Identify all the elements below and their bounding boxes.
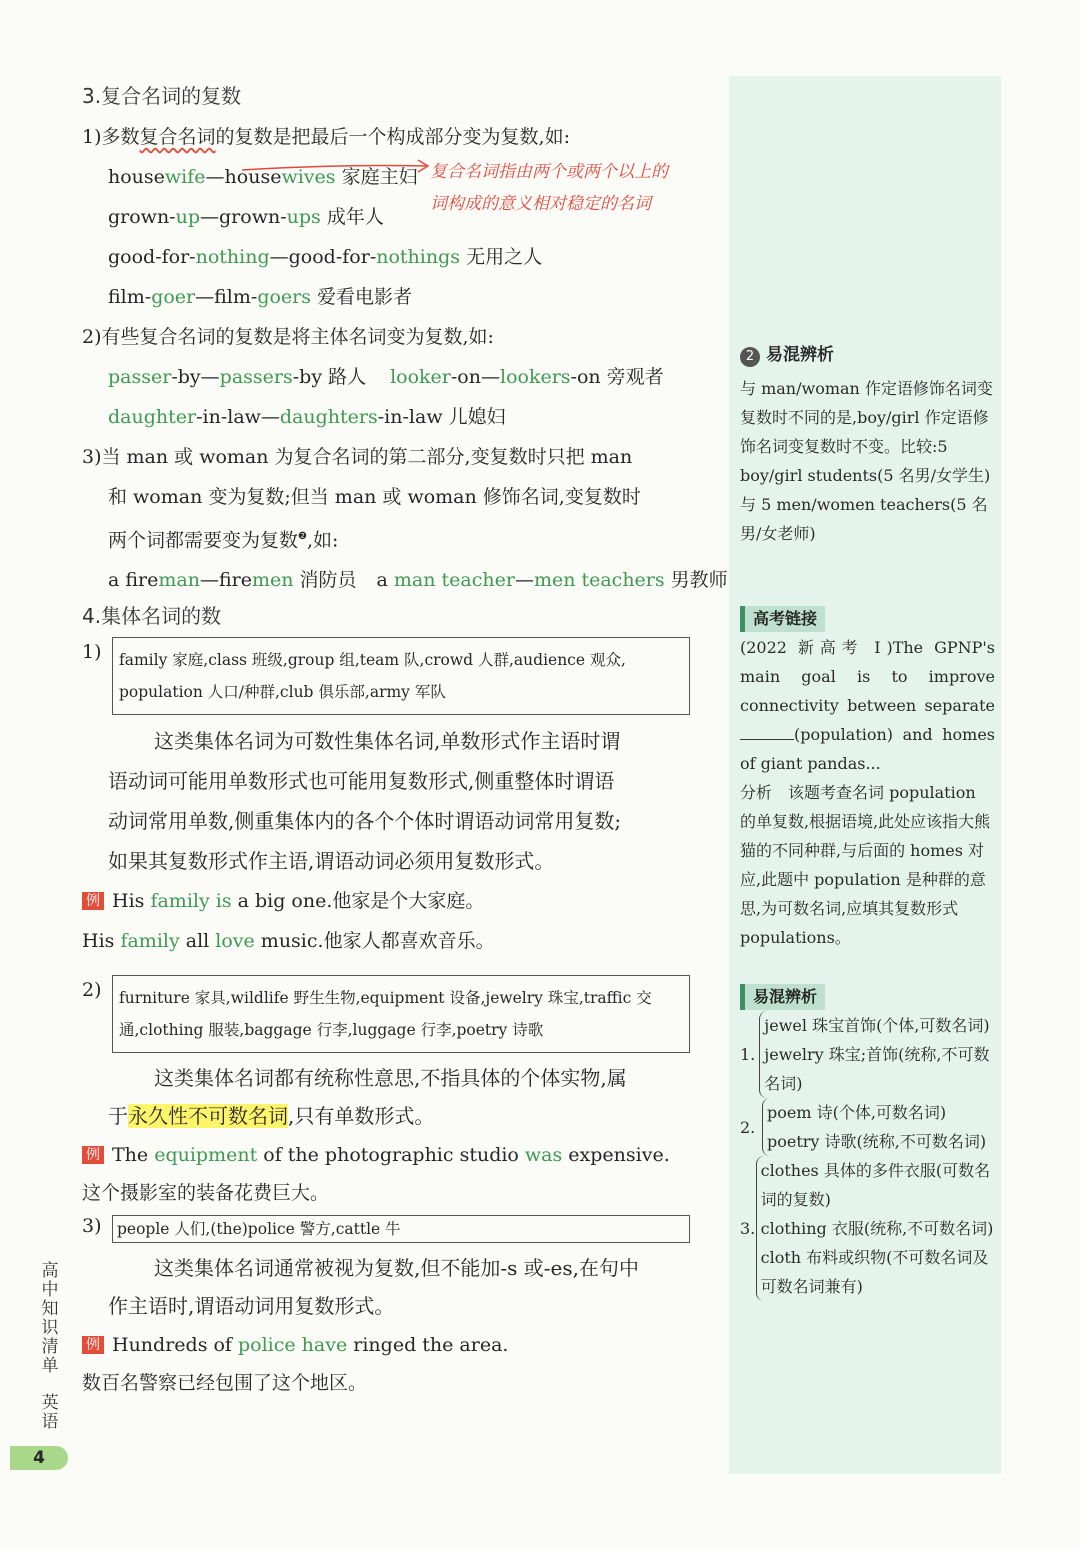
example-film-goer: film-goer—film-goers 爱看电影者 xyxy=(108,286,413,308)
handwritten-note: 复合名词指由两个或两个以上的 词构成的意义相对稳定的名词 xyxy=(430,162,668,214)
number-badge: 2 xyxy=(740,347,760,367)
highlighted-term: 永久性不可数名词 xyxy=(128,1104,288,1129)
example-translation-3: 这个摄影室的装备花费巨大。 xyxy=(82,1182,330,1205)
word-box-3: people 人们,(the)police 警方,cattle 牛 xyxy=(112,1215,690,1243)
rule-1: 1)多数复合名词的复数是把最后一个构成部分变为复数,如: xyxy=(82,126,570,148)
example-label-icon: 例 xyxy=(82,1146,104,1164)
rule-2: 2)有些复合名词的复数是将主体名词变为复数,如: xyxy=(82,326,494,348)
example-label-icon: 例 xyxy=(82,1336,104,1354)
section-4-title: 4.集体名词的数 xyxy=(82,604,222,629)
compound-noun-term: 复合名词 xyxy=(139,126,216,148)
group-3: 3) people 人们,(the)police 警方,cattle 牛 xyxy=(82,1215,707,1243)
confusion-group-2: 2. poem 诗(个体,可数名词) poetry 诗歌(统称,不可数名词) xyxy=(740,1098,995,1156)
example-sentence-2: His family all love music.他家人都喜欢音乐。 xyxy=(82,930,495,953)
confusion-text-1: 与 man/woman 作定语修饰名词变复数时不同的是,boy/girl 作定语修饰名词变复数时不变。比较:5 boy/girl students(5 名男/女学生)与 5 men/women teachers(5 名男/女老师) xyxy=(740,379,993,543)
example-sentence-4: 例 Hundreds of police have ringed the area. xyxy=(82,1325,707,1365)
rule-3-line-1: 3)当 man 或 woman 为复合名词的第二部分,变复数时只把 man xyxy=(82,446,633,468)
exam-link-title: 高考链接 xyxy=(740,606,825,632)
word-box-1: family 家庭,class 班级,group 组,team 队,crowd 人群,audience 观众, population 人口/种群,club 俱乐部,army 军队 xyxy=(112,637,690,715)
example-label-icon: 例 xyxy=(82,892,104,910)
explanation-1: 这类集体名词为可数性集体名词,单数形式作主语时谓 语动词可能用单数形式也可能用复数形式,侧重整体时谓语 动词常用单数,侧重集体内的各个个体时谓语动词常用复数; 如果其复数形式作主语,谓语动词必须用复数形式。 xyxy=(108,729,622,874)
example-sentence-1: 例 His family is a big one.他家是个大家庭。 xyxy=(82,881,707,921)
example-fireman: a fireman—firemen 消防员 a man teacher—men teachers 男教师 xyxy=(108,569,728,592)
sidebar xyxy=(740,340,995,1301)
page-number: 4 xyxy=(10,1446,68,1470)
section-3-title: 3.复合名词的复数 xyxy=(82,84,242,108)
example-translation-4: 数百名警察已经包围了这个地区。 xyxy=(82,1372,368,1395)
exam-analysis: 分析 该题考查名词 population 的单复数,根据语境,此处应该指大熊猫的不同种群,与后面的 homes 对应,此题中 population 是种群的意思,为可数名词,应填其复数形式 populations。 xyxy=(740,783,991,947)
example-grown-up: grown-up—grown-ups 成年人 xyxy=(108,206,384,228)
exam-question: (2022 新高考 Ⅰ)The GPNP's main goal is to improve connectivity between separate (population) and homes of giant pandas... xyxy=(740,638,995,773)
group-2: 2) furniture 家具,wildlife 野生生物,equipment 设备,jewelry 珠宝,traffic 交 通,clothing 服装,baggage 行李,luggage 行李,poetry 诗歌 xyxy=(82,975,707,1053)
example-good-for-nothing: good-for-nothing—good-for-nothings 无用之人 xyxy=(108,246,543,268)
rule-3-line-2: 和 woman 变为复数;但当 man 或 woman 修饰名词,变复数时 xyxy=(108,486,641,508)
explanation-3: 这类集体名词通常被视为复数,但不能加-s 或-es,在句中 作主语时,谓语动词用复数形式。 xyxy=(108,1256,639,1319)
annotation-arrow-icon xyxy=(240,152,440,182)
explanation-2: 这类集体名词都有统称性意思,不指具体的个体实物,属 于永久性不可数名词,只有单数形式。 xyxy=(108,1066,627,1129)
example-housewife: housewife—housewives 家庭主妇 xyxy=(108,166,418,188)
example-passer-by: passer-by—passers-by 路人 looker-on—lookers-on 旁观者 xyxy=(108,366,664,388)
example-daughter-in-law: daughter-in-law—daughters-in-law 儿媳妇 xyxy=(108,406,506,428)
main-column xyxy=(82,80,728,1401)
footnote-marker: ❷ xyxy=(298,531,307,542)
rule-3-line-3: 两个词都需要变为复数$^❷$,如: xyxy=(108,529,339,552)
confusion-title-1: 易混辨析 xyxy=(766,345,834,365)
answer-blank xyxy=(740,739,794,740)
confusion-title-2: 易混辨析 xyxy=(740,984,825,1010)
confusion-group-1: 1. jewel 珠宝首饰(个体,可数名词) jewelry 珠宝;首饰(统称,不可数名词) xyxy=(740,1011,995,1098)
confusion-group-3: 3. clothes 具体的多件衣服(可数名词的复数) clothing 衣服(统称,不可数名词) cloth 布料或织物(不可数名词及可数名词兼有) xyxy=(740,1156,995,1301)
group-1: 1) family 家庭,class 班级,group 组,team 队,crowd 人群,audience 观众, population 人口/种群,club 俱乐部,army 军队 xyxy=(82,637,707,715)
word-box-2: furniture 家具,wildlife 野生生物,equipment 设备,jewelry 珠宝,traffic 交 通,clothing 服装,baggage 行李,luggage 行李,poetry 诗歌 xyxy=(112,975,690,1053)
example-sentence-3: 例 The equipment of the photographic studio was expensive. xyxy=(82,1135,707,1175)
book-title-vertical: 高 中 知 识 清 单 英 语 xyxy=(41,1261,59,1432)
